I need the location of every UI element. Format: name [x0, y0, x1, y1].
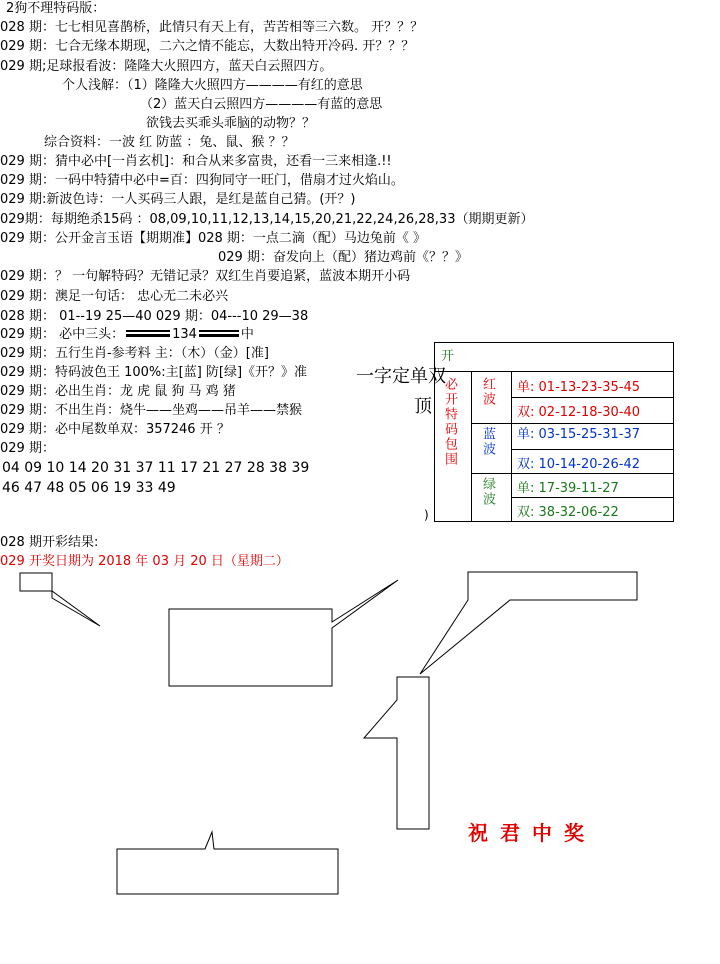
text-line: 029 期：澳足一句话： 忠心无二未必兴 [0, 289, 229, 304]
result-heading: 028 期开彩结果: [0, 535, 99, 550]
wave-name-blue: 蓝波 [480, 427, 495, 457]
text-line: 029 期:新波色诗：一人买码三人跟，是红是蓝自己猜。(开？) [0, 192, 356, 207]
page-title: 2狗不理特码版： [6, 1, 106, 16]
wave-row: 双: 38-32-06-22 [517, 505, 619, 520]
text-line: 029 期： 必中三头： [0, 327, 125, 342]
table-side-label: 必开特码包围 [442, 377, 457, 467]
wave-name-green: 绿波 [480, 477, 495, 507]
number-row: 46 47 48 05 06 19 33 49 [2, 480, 176, 496]
text-line: 029 期：奋发向上（配）猪边鸡前《？？》 [218, 250, 468, 265]
text-line: 029期：每期绝杀15码 ：08,09,10,11,12,13,14,15,20,21,22,24,26,28,33（期期更新） [0, 212, 534, 227]
text-line: 029 期：不出生肖：烧牛——坐鸡——吊羊——禁猴 [0, 403, 302, 418]
bubble-4 [364, 677, 429, 829]
san-tou-end: 中 [240, 327, 254, 342]
table-footnote: ) [424, 508, 429, 522]
text-line: 029 期：？ 一句解特码？无错记录？双红生肖要追紧，蓝波本期开小码 [0, 269, 411, 284]
blessing-text: 祝君中奖 [468, 821, 596, 845]
wave-row: 单: 03-15-25-31-37 [517, 427, 641, 442]
text-line: 029 期：一码中特猜中必中=百：四狗同守一旺门，借扇才过火焰山。 [0, 173, 404, 188]
bubble-2 [169, 580, 398, 686]
text-line: 个人浅解：（1）隆隆大火照四方————有红的意思 [62, 78, 363, 93]
text-line: 029 期：五行生肖-参考料 主：（木）（金）[准] [0, 346, 269, 361]
text-line: 欲钱去买乖头乖脑的动物？？ [146, 116, 316, 131]
bubble-5 [117, 832, 338, 894]
wave-row: 双: 02-12-18-30-40 [517, 405, 641, 420]
text-line: 029 期：猜中必中[一肖玄机]：和合从来多富贵，还看一三来相逢.!! [0, 154, 392, 169]
text-line: 029 期：七合无缘本期现，二六之情不能忘，大数出特开冷码. 开？？？ [0, 39, 415, 54]
text-line: 029 期：必出生肖：龙 虎 鼠 狗 马 鸡 猪 [0, 384, 236, 399]
text-line: 029 期：必中尾数单双：357246 开 ？ [0, 422, 230, 437]
wave-row: 单: 17-39-11-27 [517, 481, 619, 496]
bubble-3 [420, 572, 637, 674]
text-line: 028 期： 01--19 25—40 029 期：04---10 29—38 [0, 309, 309, 324]
number-row: 04 09 10 14 20 31 37 11 17 21 27 28 38 39 [2, 460, 310, 476]
result-date: 029 开奖日期为 2018 年 03 月 20 日（星期二） [0, 554, 289, 569]
wave-row: 双: 10-14-20-26-42 [517, 457, 641, 472]
text-line: 综合资料：一波 红 防蓝 ：兔、鼠、猴 ？？ [44, 135, 295, 150]
bubble-1 [20, 573, 100, 626]
text-line: 029 期： [0, 441, 55, 456]
wave-row: 单: 01-13-23-35-45 [517, 380, 641, 395]
table-head: 开 [441, 349, 455, 364]
text-line: （2）蓝天白云照四方————有蓝的意思 [140, 97, 383, 112]
ding-overlay: 顶 [414, 396, 432, 417]
san-tou-mid: 134 [172, 327, 197, 342]
text-line: 029 期：特码波色王 100%:主[蓝] 防[绿]《开？》准 [0, 365, 308, 380]
wave-name-red: 红波 [480, 377, 495, 407]
text-line: 029 期;足球报看波：隆隆大火照四方，蓝天白云照四方。 [0, 59, 333, 74]
text-line: 028 期：七七相见喜鹊桥，此情只有天上有，苦苦相等三六数。 开？？？ [0, 20, 424, 35]
text-line: 029 期：公开金言玉语【期期准】028 期：一点二滴（配）马边兔前《 》 [0, 231, 427, 246]
dan-shuang-overlay: 一字定单双 [356, 366, 446, 387]
